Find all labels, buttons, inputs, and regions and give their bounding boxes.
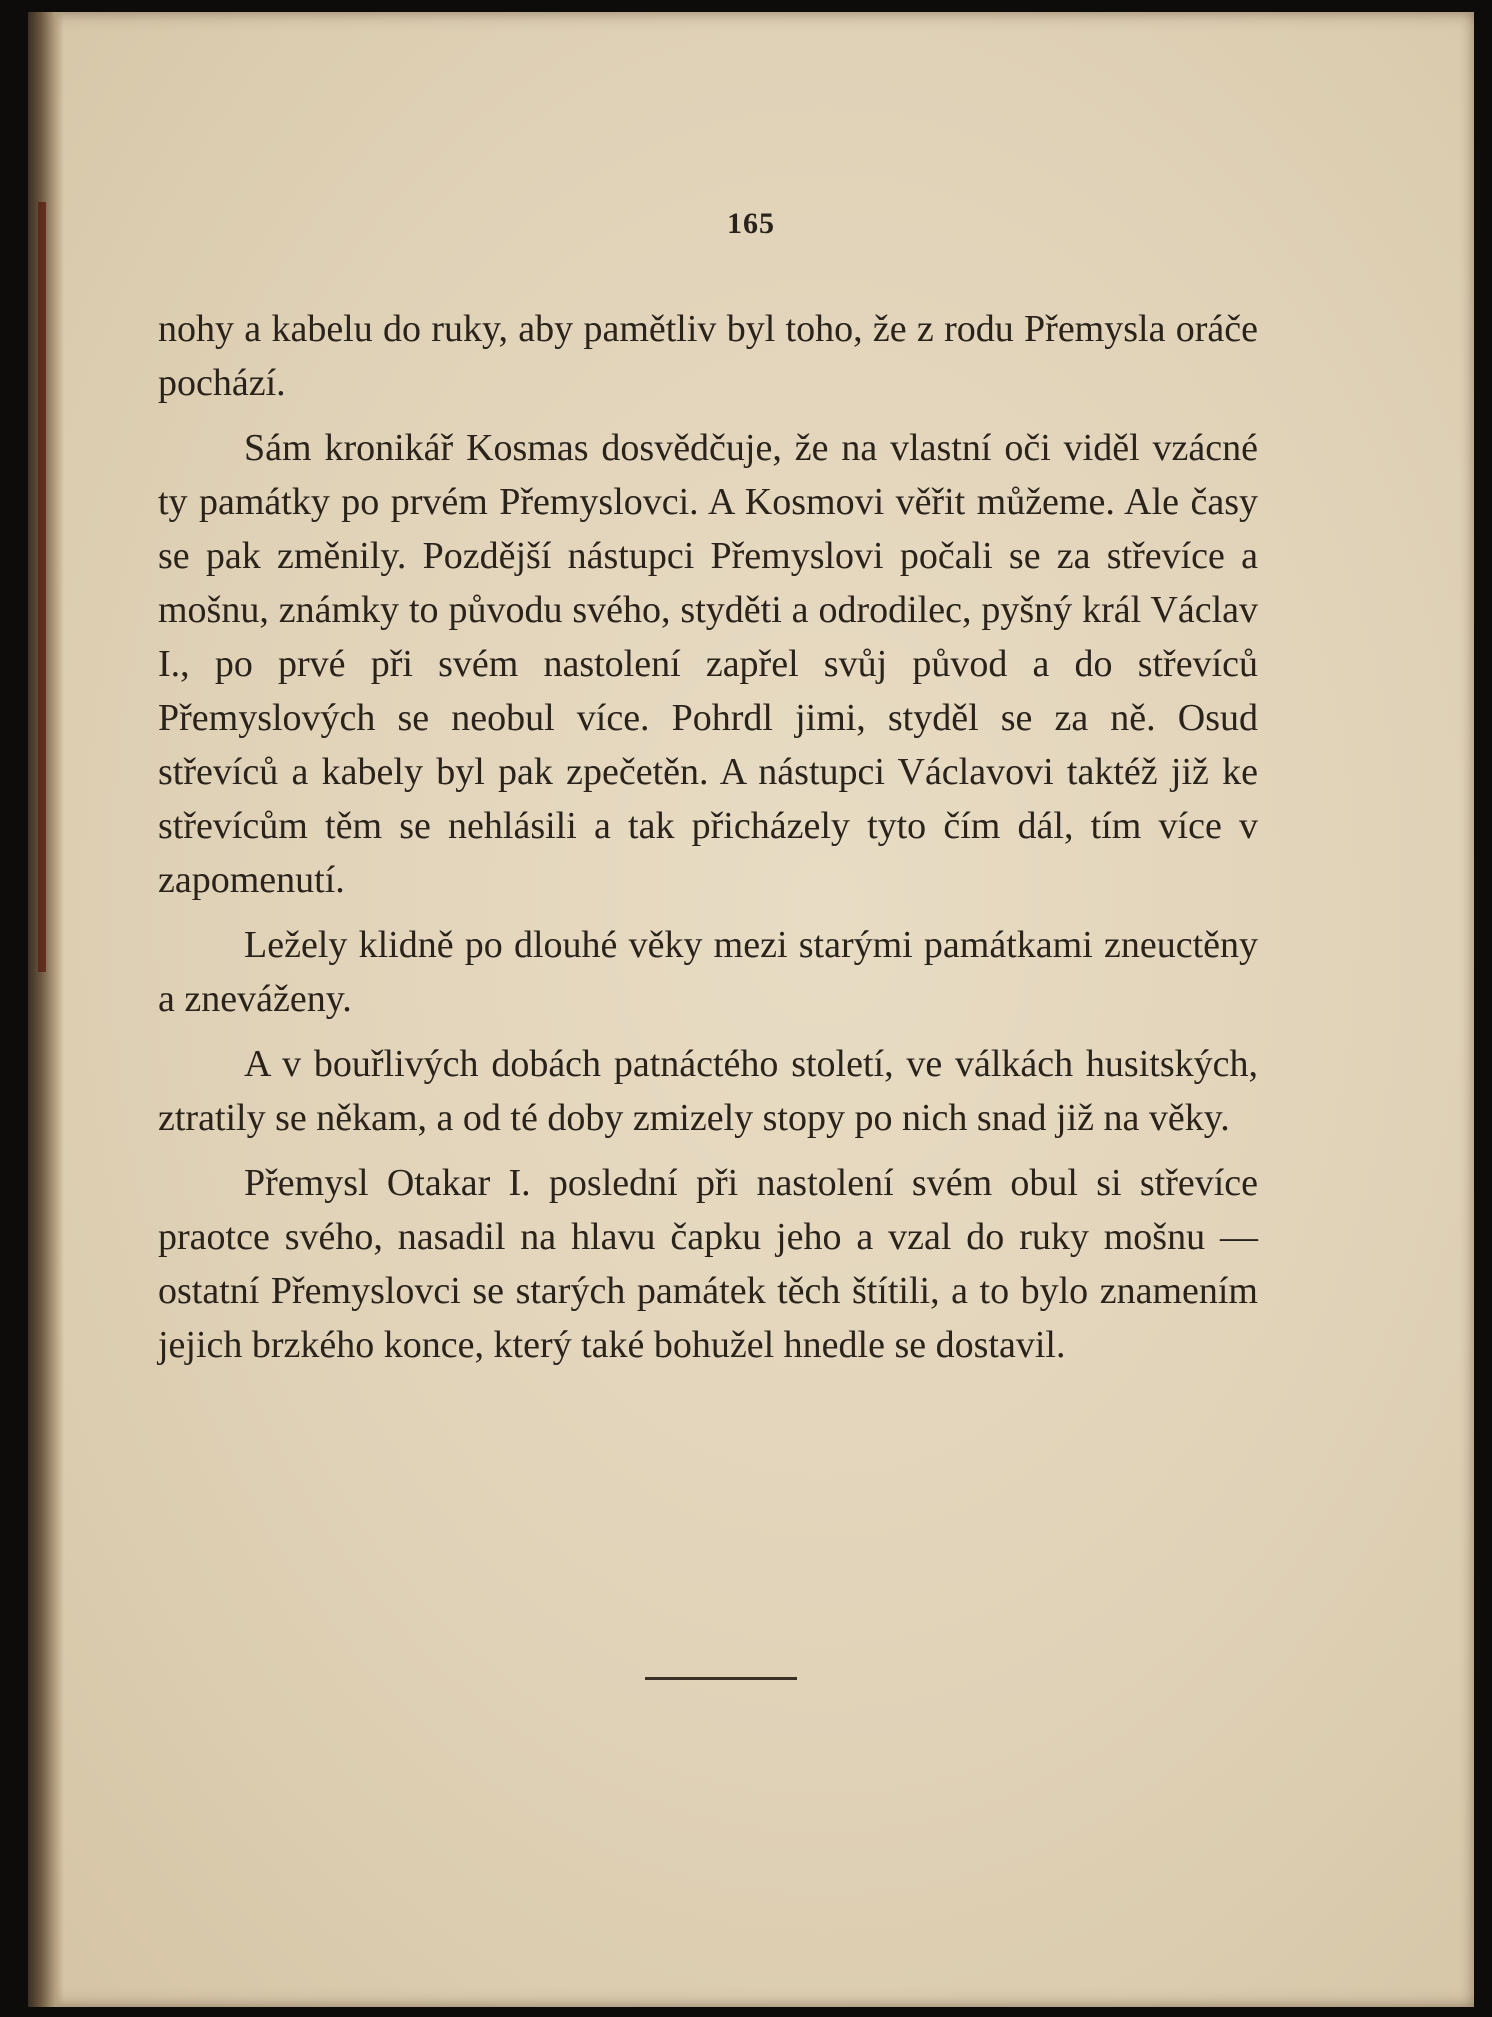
body-text (158, 302, 1258, 1383)
paragraph-1: nohy a kabelu do ruky, aby pamětliv byl toho, že z rodu Přemysla oráče pochází. (158, 308, 1258, 404)
paragraph-4: A v bouřlivých dobách patnáctého století, ve válkách husitských, ztratily se někam, a od té doby zmizely stopy po nich snad již na věky. (158, 1043, 1258, 1139)
book-page (28, 12, 1474, 2007)
paragraph-5: Přemysl Otakar I. poslední při nastolení svém obul si střevíce praotce svého, nasadil na hlavu čapku jeho a vzal do ruky mošnu — ostatní Přemyslovci se starých památek těch štítili, a to bylo znamením jejich brzkého konce, který také bohužel hnedle se dostavil. (158, 1162, 1258, 1366)
section-end-rule (645, 1677, 797, 1680)
book-binding (28, 12, 64, 2007)
page-number: 165 (727, 207, 775, 240)
binding-ribbon (38, 202, 46, 972)
paragraph-3: Ležely klidně po dlouhé věky mezi starými památkami zneuctěny a zneváženy. (158, 924, 1258, 1020)
paragraph-2: Sám kronikář Kosmas dosvědčuje, že na vlastní oči viděl vzácné ty památky po prvém Přemyslovci. A Kosmovi věřit můžeme. Ale časy se pak změnily. Pozdější nástupci Přemyslovi počali se za střevíce a mošnu, známky to původu svého, styděti a odrodilec, pyšný král Václav I., po prvé při svém nastolení zapřel svůj původ a do střevíců Přemyslových se neobul více. Pohrdl jimi, styděl se za ně. Osud střevíců a kabely byl pak zpečetěn. A nástupci Václavovi taktéž již ke střevícům těm se nehlásili a tak přicházely tyto čím dál, tím více v zapomenutí. (158, 427, 1258, 901)
